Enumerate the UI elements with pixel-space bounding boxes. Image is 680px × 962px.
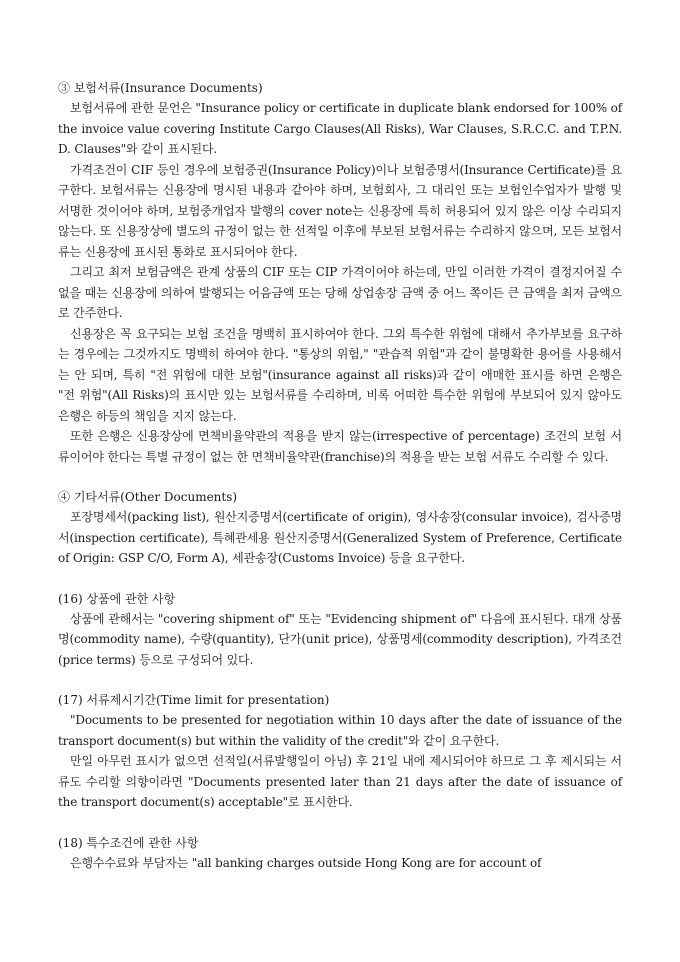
paragraph: 그리고 최저 보험금액은 관계 상품의 CIF 또는 CIP 가격이어야 하는데, 만일 이러한 가격이 결정지어질 수 없을 때는 신용장에 의하여 발행되는 어음금액 또는 당해 상업송장 금액 중 어느 쪽이든 큰 금액을 최저 금액으로 간주한다. <box>58 265 622 320</box>
section-goods <box>58 589 622 671</box>
paragraph: 상품에 관해서는 "covering shipment of" 또는 "Evidencing shipment of" 다음에 표시된다. 대개 상품명(commodity name), 수량(quantity), 단가(unit price), 상품명세(commodity description), 가격조건(price terms) 등으로 구성되어 있다. <box>58 611 622 667</box>
section-special-conditions <box>58 833 622 874</box>
document-page <box>58 78 622 873</box>
section-time-limit <box>58 690 622 813</box>
paragraph: "Documents to be presented for negotiation within 10 days after the date of issuance of the transport document(s) but within the validity of the credit"와 같이 요구한다. <box>58 713 622 748</box>
section-spacer <box>58 467 622 487</box>
section-other-documents <box>58 487 622 569</box>
section-heading: ③ 보험서류(Insurance Documents) <box>58 81 263 95</box>
paragraph: 신용장은 꼭 요구되는 보험 조건을 명백히 표시하여야 한다. 그외 특수한 위험에 대해서 추가부보를 요구하는 경우에는 그것까지도 명백히 하여야 한다. "통상의 위험," "관습적 위험"과 같이 불명확한 용어를 사용해서는 안 되며, 특히 "전 위험에 대한 보험"(insurance against all risks)과 같이 애매한 표시를 하면 은행은 "전 위험"(All Risks)의 표시만 있는 보험서류를 수리하며, 비록 어떠한 특수한 위험에 부보되어 있지 않아도 은행은 하등의 책임을 지지 않는다. <box>58 326 622 423</box>
paragraph: 은행수수료와 부담자는 "all banking charges outside Hong Kong are for account of <box>70 855 542 870</box>
section-spacer <box>58 670 622 690</box>
section-spacer <box>58 569 622 589</box>
section-spacer <box>58 813 622 833</box>
paragraph: 또한 은행은 신용장상에 면책비율약관의 적용을 받지 않는(irrespective of percentage) 조건의 보험 서류이어야 한다는 특별 규정이 없는 한 면책비율약관(franchise)의 적용을 받는 보험 서류도 수리할 수 있다. <box>58 429 622 464</box>
section-heading: (18) 특수조건에 관한 사항 <box>58 835 199 850</box>
section-heading: (16) 상품에 관한 사항 <box>58 591 176 606</box>
section-insurance-documents <box>58 78 622 467</box>
paragraph: 포장명세서(packing list), 원산지증명서(certificate of origin), 영사송장(consular invoice), 검사증명서(inspection certificate), 특혜관세용 원산지증명서(Generalized System of Preference, Certificate of Origin: GSP C/O, Form A), 세관송장(Customs Invoice) 등을 요구한다. <box>58 510 622 565</box>
paragraph: 보험서류에 관한 문언은 "Insurance policy or certificate in duplicate blank endorsed for 100% of the invoice value covering Institute Cargo Clauses(All Risks), War Clauses, S.R.C.C. and T.P.N. D. Clauses"와 같이 표시된다. <box>58 101 623 156</box>
paragraph: 만일 아무런 표시가 없으면 선적일(서류발행일이 아님) 후 21일 내에 제시되어야 하므로 그 후 제시되는 서류도 수리할 의향이라면 "Documents presented later than 21 days after the date of issuance of the transport document(s) acceptable"로 표시한다. <box>58 754 622 809</box>
paragraph: 가격조건이 CIF 등인 경우에 보험증권(Insurance Policy)이나 보험증명서(Insurance Certificate)를 요구한다. 보험서류는 신용장에 명시된 내용과 같아야 하며, 보험회사, 그 대리인 또는 보험인수업자가 발행 및 서명한 것이어야 하며, 보험중개업자 발행의 cover note는 신용장에 특히 허용되어 있지 않은 이상 수리되지 않는다. 또 신용장상에 별도의 규정이 없는 한 선적일 이후에 부보된 보험서류는 수리하지 않으며, 모든 보험서류는 신용장에 표시된 통화로 표시되어야 한다. <box>58 162 622 259</box>
section-heading: ④ 기타서류(Other Documents) <box>58 490 238 504</box>
section-heading: (17) 서류제시기간(Time limit for presentation) <box>58 693 330 707</box>
